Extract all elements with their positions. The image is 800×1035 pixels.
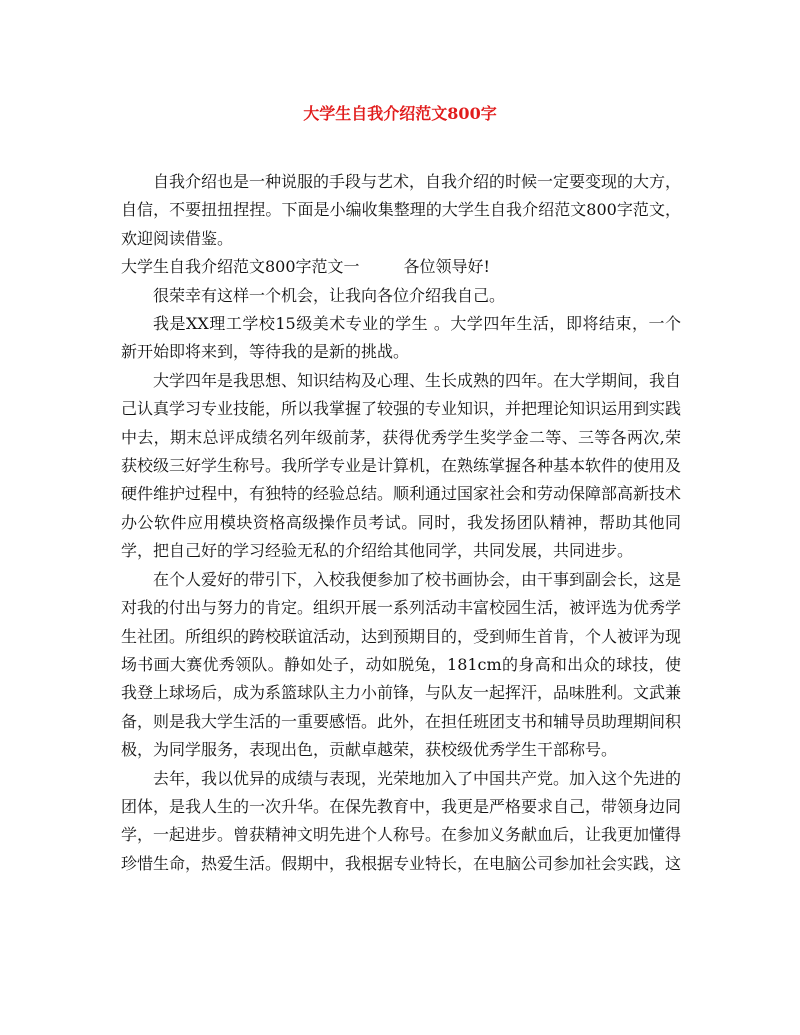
paragraph-hobby: 在个人爱好的带引下，入校我便参加了校书画协会，由干事到副会长，这是对我的付出与努力的肯定。组织开展一系列活动丰富校园生活，被评选为优秀学生社团。所组织的跨校联谊活动，达到预期目的，受到师生首肯，个人被评为现场书画大赛优秀领队。静如处子，动如脱兔，181cm的身高和出众的球技，使我登上球场后，成为系篮球队主力小前锋，与队友一起挥汗，品味胜利。文武兼备，则是我大学生活的一重要感悟。此外，在担任班团支书和辅导员助理期间积极，为同学服务，表现出色，贡献卓越荣，获校级优秀学生干部称号。 (121, 569, 682, 760)
paragraph-party: 去年，我以优异的成绩与表现，光荣地加入了中国共产党。加入这个先进的团体，是我人生的一次升华。在保先教育中，我更是严格要求自己，带领身边同学，一起进步。曾获精神文明先进个人称号。在参加义务献血后，让我更加懂得珍惜生命，热爱生活。假期中，我根据专业特长，在电脑公司参加社会实践，这 (121, 768, 682, 873)
document-body (121, 168, 681, 878)
paragraph-intro: 自我介绍也是一种说服的手段与艺术，自我介绍的时候一定要变现的大方，自信，不要扭扭捏捏。下面是小编收集整理的大学生自我介绍范文800字范文，欢迎阅读借鉴。 (121, 172, 682, 248)
paragraph-school: 我是XX理工学校15级美术专业的学生 。大学四年生活，即将结束，一个新开始即将来到，等待我的是新的挑战。 (121, 314, 681, 362)
section-greeting: 各位领导好! (403, 257, 490, 277)
section-heading: 大学生自我介绍范文800字范文一 (121, 257, 360, 277)
paragraph-opening: 很荣幸有这样一个机会，让我向各位介绍我自己。 (153, 285, 506, 305)
section-heading-line (121, 253, 681, 281)
document-title: 大学生自我介绍范文800字 (303, 104, 497, 123)
paragraph-study: 大学四年是我思想、知识结构及心理、生长成熟的四年。在大学期间，我自己认真学习专业技能，所以我掌握了较强的专业知识，并把理论知识运用到实践中去，期末总评成绩名列年级前茅，获得优秀学生奖学金二等、三等各两次,荣获校级三好学生称号。我所学专业是计算机，在熟练掌握各种基本软件的使用及硬件维护过程中，有独特的经验总结。顺利通过国家社会和劳动保障部高新技术办公软件应用模块资格高级操作员考试。同时，我发扬团队精神，帮助其他同学，把自己好的学习经验无私的介绍给其他同学，共同发展，共同进步。 (121, 370, 682, 561)
